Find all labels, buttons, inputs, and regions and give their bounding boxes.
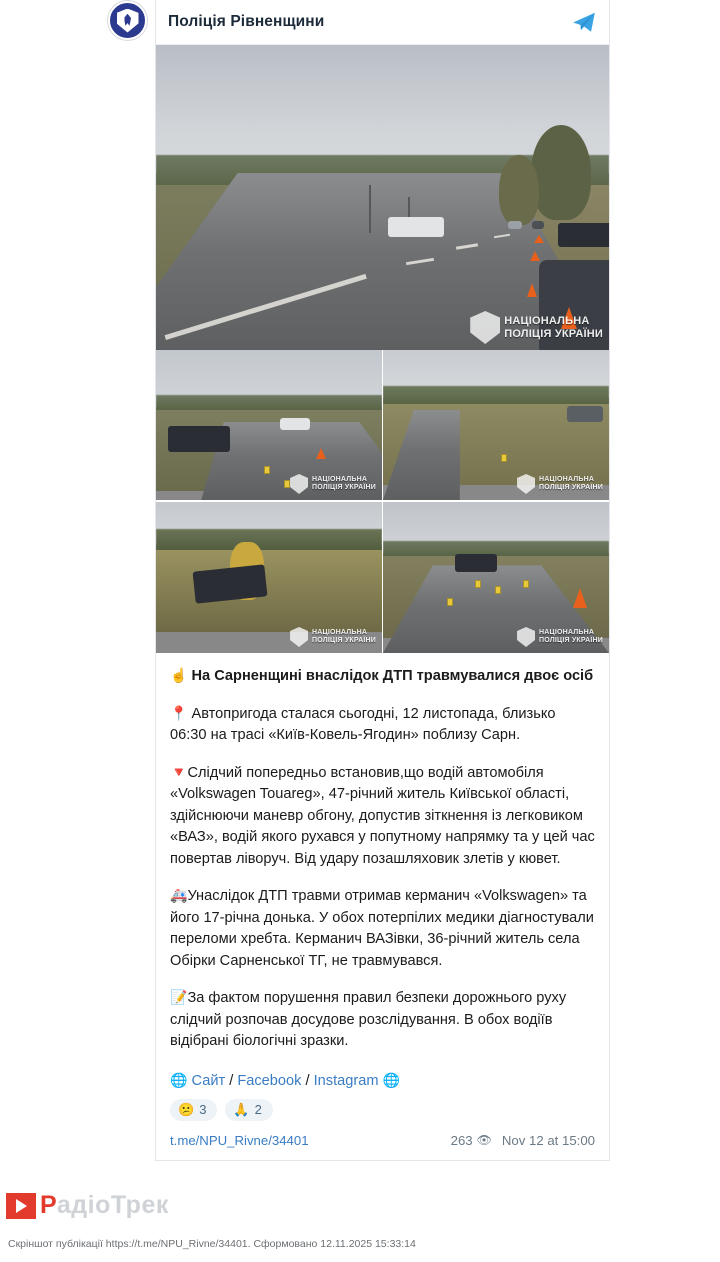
confused-face-emoji: 😕 <box>178 1101 195 1117</box>
photo-overturned-suv[interactable] <box>156 502 382 653</box>
post-header <box>156 0 609 45</box>
watermark-line-1: НАЦІОНАЛЬНА <box>312 629 368 636</box>
tree-far-right <box>499 155 539 225</box>
photo-row-2 <box>156 350 609 500</box>
post-permalink[interactable]: t.me/NPU_Rivne/34401 <box>170 1132 309 1148</box>
link-separator-2: / <box>305 1072 310 1089</box>
ambulance-emoji: 🚑 <box>170 887 188 903</box>
reaction-count: 2 <box>254 1102 262 1117</box>
channel-avatar[interactable] <box>108 1 147 40</box>
screenshot-caption: Скріншот публікації https://t.me/NPU_Rivne/34401. Сформовано 12.11.2025 15:33:14 <box>8 1238 416 1250</box>
red-triangle-emoji: 🔻 <box>170 763 188 780</box>
reaction-confused[interactable] <box>170 1099 217 1121</box>
car-damaged-suv <box>558 223 609 247</box>
post-paragraph-2-text: Слідчий попередньо встановив,що водій автомобіля «Volkswagen Touareg», 47-річний житель Київської області, здійснюючи маневр обгону, допустив зіткнення із легковиком «ВАЗ», водій якого рухався у попутному напрямку та у цей час повертав ліворуч. Від удару позашляховик злетів у кювет. <box>170 764 595 867</box>
telegram-plane-icon[interactable] <box>571 9 597 35</box>
traffic-cone <box>573 588 587 608</box>
car-parked-right <box>567 406 603 422</box>
police-emblem-icon <box>290 627 308 647</box>
post-lead-paragraph <box>170 665 595 688</box>
reaction-pray[interactable] <box>225 1099 272 1121</box>
police-emblem-icon <box>117 9 139 33</box>
post-paragraph-2 <box>170 762 595 871</box>
brand-name-prefix: Р <box>40 1191 57 1219</box>
photo-row-3 <box>156 502 609 653</box>
photo-road-evidence-markers[interactable] <box>383 502 609 653</box>
eye-icon: 👁 <box>476 1133 492 1147</box>
car-distant-2 <box>532 221 544 229</box>
watermark-line-2: ПОЛІЦІЯ УКРАЇНИ <box>312 637 376 644</box>
watermark-police <box>517 627 603 647</box>
telegram-post-card <box>155 0 610 1161</box>
utility-pole-1 <box>369 185 371 233</box>
post-lead-text: На Сарненщині внаслідок ДТП травмувалися двоє осіб <box>191 668 594 684</box>
photo-gallery <box>156 45 609 653</box>
post-date: Nov 12 at 15:00 <box>501 1132 595 1148</box>
watermark-line-1: НАЦІОНАЛЬНА <box>539 476 595 483</box>
globe-left-emoji: 🌐 <box>170 1071 188 1088</box>
evidence-marker-1 <box>264 466 270 474</box>
watermark-police <box>517 474 603 494</box>
watermark-line-1: НАЦІОНАЛЬНА <box>539 629 595 636</box>
car-distant-1 <box>508 221 522 229</box>
police-emblem-icon <box>470 311 500 344</box>
watermark-line-1: НАЦІОНАЛЬНА <box>312 476 368 483</box>
brand-name-rest: адіоТрек <box>56 1191 169 1219</box>
link-facebook[interactable]: Facebook <box>237 1072 302 1089</box>
channel-name[interactable]: Поліція Рівненщини <box>168 13 325 30</box>
watermark-line-1: НАЦІОНАЛЬНА <box>504 314 590 327</box>
play-triangle-icon <box>6 1193 36 1219</box>
evidence-marker-2 <box>495 586 501 594</box>
traffic-cone-3 <box>534 235 544 243</box>
evidence-marker-1 <box>501 454 507 462</box>
car-white-parked <box>388 217 444 237</box>
ditch-field <box>156 550 382 632</box>
post-paragraph-1 <box>170 703 595 747</box>
evidence-marker-1 <box>475 580 481 588</box>
traffic-cone <box>316 448 326 459</box>
watermark-police <box>290 474 376 494</box>
view-count: 263 <box>450 1132 473 1148</box>
link-separator-1: / <box>229 1072 234 1089</box>
post-paragraph-4 <box>170 987 595 1053</box>
point-up-emoji: ☝️ <box>170 667 188 683</box>
links-row <box>156 1072 609 1099</box>
photo-field-ditch[interactable] <box>383 350 609 500</box>
photo-damaged-car-roadside[interactable] <box>156 350 382 500</box>
post-paragraph-3-text: Унаслідок ДТП травми отримав керманич «Volkswagen» та його 17-річна донька. У обох потерпілих медики діагностували переломи хребта. Керманич ВАЗівки, 36-річний житель села Обірки Сарненської ТГ, не травмувався. <box>170 888 594 969</box>
reactions-row <box>156 1099 609 1129</box>
link-instagram[interactable]: Instagram <box>313 1072 379 1089</box>
watermark-line-2: ПОЛІЦІЯ УКРАЇНИ <box>312 484 376 491</box>
reaction-count: 3 <box>199 1102 207 1117</box>
car-damaged <box>168 426 230 452</box>
watermark-line-2: ПОЛІЦІЯ УКРАЇНИ <box>504 327 603 340</box>
car-damaged-center <box>455 554 497 572</box>
tree-right <box>531 125 591 220</box>
radiotrek-branding <box>6 1191 169 1220</box>
watermark-police <box>290 627 376 647</box>
watermark-line-2: ПОЛІЦІЯ УКРАЇНИ <box>539 484 603 491</box>
evidence-marker-3 <box>523 580 529 588</box>
brand-name <box>40 1191 169 1220</box>
traffic-cone-1 <box>527 283 537 297</box>
memo-emoji: 📝 <box>170 989 188 1005</box>
globe-right-emoji: 🌐 <box>382 1071 401 1088</box>
watermark-line-2: ПОЛІЦІЯ УКРАЇНИ <box>539 637 603 644</box>
post-text <box>156 653 609 1072</box>
police-emblem-icon <box>290 474 308 494</box>
police-emblem-icon <box>517 474 535 494</box>
car-white-distant <box>280 418 310 430</box>
post-paragraph-3 <box>170 885 595 972</box>
traffic-cone-2 <box>530 251 540 261</box>
watermark-police <box>470 311 603 344</box>
post-paragraph-1-text: Автопригода сталася сьогодні, 12 листопада, близько 06:30 на трасі «Київ-Ковель-Ягодин» поблизу Сарн. <box>170 705 556 743</box>
pin-emoji: 📍 <box>170 704 188 721</box>
photo-main-crash-scene[interactable] <box>156 45 609 350</box>
post-footer <box>156 1129 609 1160</box>
link-site[interactable]: Сайт <box>191 1072 226 1089</box>
folded-hands-emoji: 🙏 <box>233 1101 250 1117</box>
evidence-marker-4 <box>447 598 453 606</box>
post-paragraph-4-text: За фактом порушення правил безпеки дорожнього руху слідчий розпочав досудове розслідування. В обох водіїв відібрані біологічні зразки. <box>170 990 567 1049</box>
police-emblem-icon <box>517 627 535 647</box>
